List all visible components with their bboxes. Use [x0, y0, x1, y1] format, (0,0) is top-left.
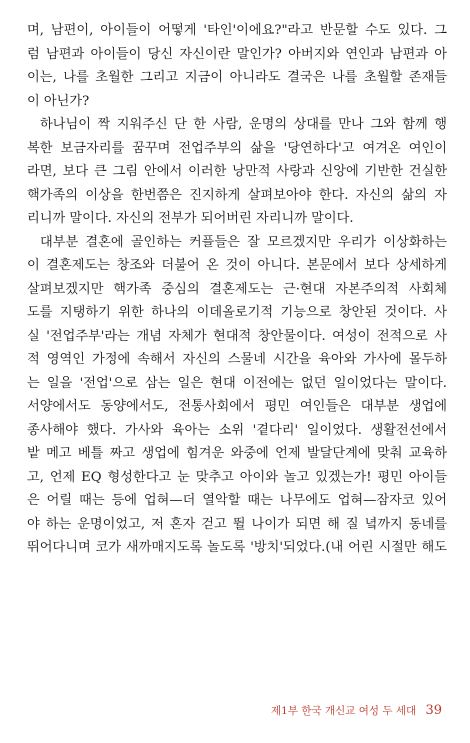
text-line: 하나님이 짝 지워주신 단 한 사람, 운명의 상대를 만나 그와 함께 행	[40, 117, 447, 132]
text-line: 서양에서도 동양에서도, 전통사회에서 평민 여인들은 대부분 생업에	[27, 399, 447, 414]
text-line: 며, 남편이, 아이들이 어떻게 '타인'이에요?"라고 반문할 수도 있다. 그	[27, 23, 447, 38]
text-line: 럼 남편과 아이들이 당신 자신이란 말인가? 아버지와 연인과 남편과 아	[27, 46, 447, 62]
page-footer	[271, 703, 442, 718]
text-line: 이 아닌가?	[27, 93, 90, 109]
text-line: 고, 언제 EQ 형성한다고 눈 맞추고 아이와 놀고 있겠는가! 평민 아이들	[27, 469, 447, 485]
running-title: 제1부 한국 개신교 여성 두 세대	[271, 705, 417, 717]
text-line: 라면, 보다 큰 그림 안에서 이러한 낭만적 사랑과 신앙에 기반한 건실한	[27, 164, 447, 179]
body-text	[27, 19, 447, 560]
text-line: 핵가족의 이상을 한번쯤은 진지하게 살펴보아야 한다. 자신의 삶의 자	[27, 187, 447, 203]
text-line: 뛰어다니며 코가 새까매지도록 놀도록 '방치'되었다.(내 어린 시절만 해도	[27, 540, 447, 555]
text-line: 도를 지탱하기 위한 하나의 이데올로기적 기능으로 창안된 것이다. 사	[27, 305, 447, 320]
text-line: 대부분 결혼에 골인하는 커플들은 잘 모르겠지만 우리가 이상화하는	[40, 234, 447, 250]
text-line: 종사해야 했다. 가사와 육아는 소위 '곁다리' 일이었다. 생활전선에서	[27, 422, 447, 438]
text-line: 는 일을 '전업'으로 삼는 일은 현대 이전에는 없던 일이었다는 말이다.	[27, 375, 447, 391]
text-line: 이는, 나를 초월한 그리고 지금이 아니라도 결국은 나를 초월할 존재들	[27, 70, 447, 85]
text-line: 살펴보겠지만 핵가족 중심의 결혼제도는 근·현대 자본주의적 사회체	[27, 281, 447, 297]
page-number: 39	[425, 703, 442, 718]
text-line: 이 결혼제도는 창조와 더불어 온 것이 아니다. 본문에서 보다 상세하게	[27, 258, 447, 273]
text-line: 은 어릴 때는 등에 업혀—더 열악할 때는 나무에도 업혀—잠자코 있어	[27, 493, 447, 508]
text-line: 리니까 말이다. 자신의 전부가 되어버린 자리니까 말이다.	[27, 211, 354, 226]
text-line: 실 '전업주부'라는 개념 자체가 현대적 창안물이다. 여성이 전적으로 사	[27, 328, 447, 344]
text-line: 적 영역인 가정에 속해서 자신의 스물네 시간을 육아와 가사에 몰두하	[27, 352, 447, 367]
text-line: 야 하는 운명이었고, 저 혼자 걷고 뛸 나이가 되면 해 질 녘까지 동네를	[27, 516, 447, 532]
text-line: 밭 메고 베틀 짜고 생업에 힘겨운 와중에 언제 발달단계에 맞춰 교육하	[27, 446, 447, 461]
text-line: 복한 보금자리를 꿈꾸며 전업주부의 삶을 '당연하다'고 여겨온 여인이	[27, 140, 447, 156]
